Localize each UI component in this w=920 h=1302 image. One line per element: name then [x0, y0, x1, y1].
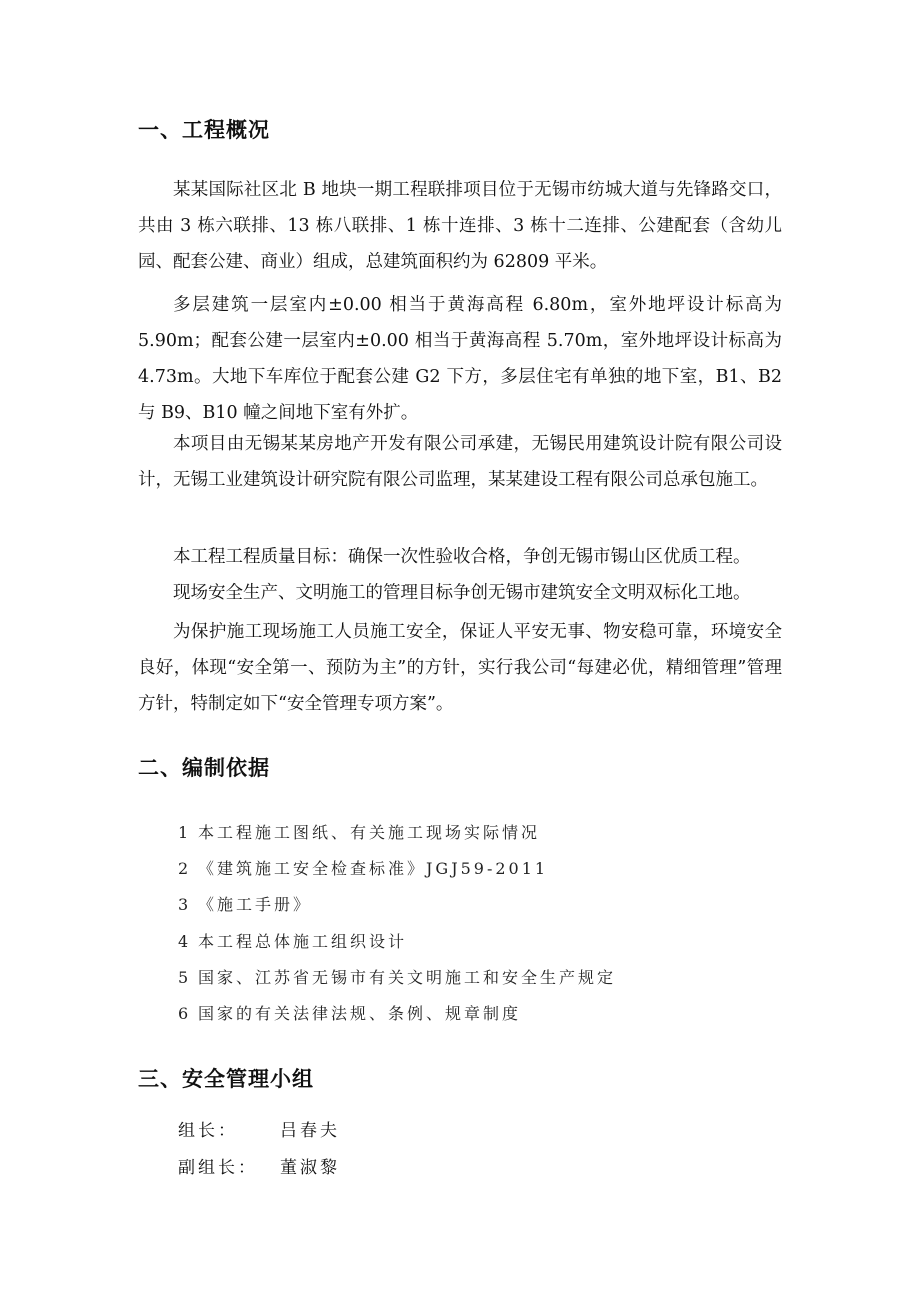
- list-item-number: 4: [178, 932, 192, 951]
- team-member-row: [178, 1153, 340, 1178]
- paragraph-project-location: 某某国际社区北 B 地块一期工程联排项目位于无锡市纺城大道与先锋路交口，共由 3 栋六联排、13 栋八联排、1 栋十连排、3 栋十二连排、公建配套（含幼儿园、配套公建、商业）组成，总建筑面积约为 62809 平米。: [138, 180, 782, 272]
- list-item-text: 《施工手册》: [198, 895, 313, 914]
- paragraph-safety-goal: 现场安全生产、文明施工的管理目标争创无锡市建筑安全文明双标化工地。: [173, 583, 751, 603]
- list-item-text: 国家的有关法律法规、条例、规章制度: [198, 1004, 522, 1023]
- list-item-number: 1: [178, 823, 192, 842]
- list-item-text: 本工程施工图纸、有关施工现场实际情况: [198, 823, 541, 842]
- list-item-number: 5: [178, 968, 192, 987]
- member-name: 吕春夫: [280, 1121, 340, 1141]
- paragraph-parties: 本项目由无锡某某房地产开发有限公司承建，无锡民用建筑设计院有限公司设计，无锡工业建筑设计研究院有限公司监理，某某建设工程有限公司总承包施工。: [138, 434, 782, 490]
- list-item: [178, 965, 616, 988]
- list-item: [178, 856, 548, 879]
- section-3-heading: 三、安全管理小组: [138, 1067, 314, 1091]
- list-item-number: 3: [178, 895, 192, 914]
- paragraph-elevations: 多层建筑一层室内±0.00 相当于黄海高程 6.80m，室外地坪设计标高为5.90m；配套公建一层室内±0.00 相当于黄海高程 5.70m，室外地坪设计标高为4.73m。大地下车库位于配套公建 G2 下方，多层住宅有单独的地下室，B1、B2与 B9、B10 幢之间地下室有外扩。: [138, 295, 782, 423]
- member-role: 副组长：: [178, 1158, 258, 1178]
- section-2-heading: 二、编制依据: [138, 756, 270, 780]
- list-item: [178, 929, 407, 952]
- paragraph-quality-goal: 本工程工程质量目标：确保一次性验收合格，争创无锡市锡山区优质工程。: [173, 547, 751, 567]
- list-item-text: 《建筑施工安全检查标准》JGJ59-2011: [198, 859, 549, 878]
- member-role: 组长：: [178, 1121, 238, 1141]
- list-item-text: 本工程总体施工组织设计: [198, 932, 408, 951]
- paragraph-policy: 为保护施工现场施工人员施工安全，保证人平安无事、物安稳可靠，环境安全良好，体现“安全第一、预防为主”的方针，实行我公司“每建必优，精细管理”管理方针，特制定如下“安全管理专项方案”。: [138, 622, 782, 714]
- team-member-row: [178, 1116, 340, 1141]
- list-item-number: 6: [178, 1004, 192, 1023]
- list-item: [178, 1001, 521, 1024]
- list-item-text: 国家、江苏省无锡市有关文明施工和安全生产规定: [198, 968, 617, 987]
- list-item-number: 2: [178, 859, 192, 878]
- list-item: [178, 892, 312, 915]
- list-item: [178, 820, 540, 843]
- member-name: 董淑黎: [280, 1158, 340, 1178]
- section-1-heading: 一、工程概况: [138, 118, 270, 142]
